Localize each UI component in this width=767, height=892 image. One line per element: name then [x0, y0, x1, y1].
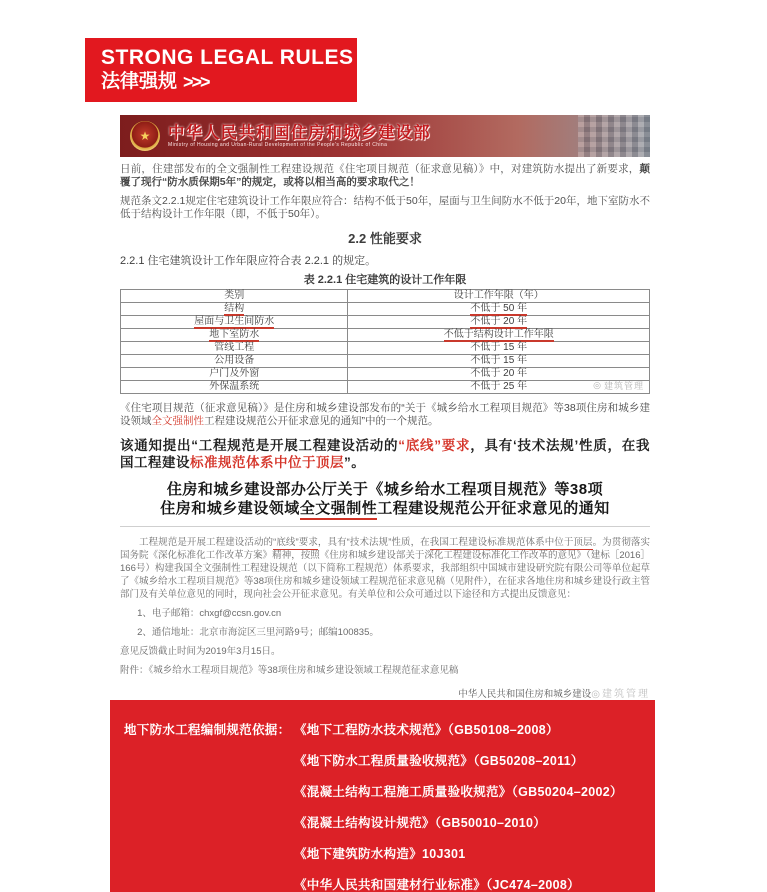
standards-line: [124, 878, 645, 892]
table-header-row: [121, 290, 650, 303]
table-row: [121, 355, 650, 368]
signature-text: 中华人民共和国住房和城乡建设: [458, 689, 592, 700]
table-row: [121, 368, 650, 381]
cell-years: 不低于结构设计工作年限: [443, 329, 554, 340]
highlight-p4-red1: “底线”要求: [398, 438, 471, 453]
highlight-p4-part1: 该通知提出“工程规范是开展工程建设活动的: [120, 438, 399, 453]
notice-body-rest: 。为贯彻落实国务院《深化标准化工作改革方案》精神，按照《住房和城乡建设部关于深化工程建设标准化工作改革的意见》（建标［2016］166号）构建我国全文强制性工程建设规范（以下简称工程规范）体系要求，我部组织中国城市建设研究院有限公司等单位起草了《城乡给水工程项目规范》等38项住房和城乡建设领域工程规范征求意见稿（见附件），在征求各地住房和城乡建设行政主管部门及有关单位意见的同时，现向社会公开征求意见。有关单位和公众可通过以下途径和方式提出反馈意见：: [120, 537, 650, 600]
china-national-emblem-icon: [130, 121, 160, 151]
ministry-banner-text: [168, 124, 431, 149]
standard-item: 《地下防水工程质量验收规范》（GB50208–2011）: [294, 754, 584, 768]
notice-body-underline2: 我国工程建设标准规范体系中位于顶层: [429, 537, 593, 548]
watermark-text: 建筑管理: [603, 381, 644, 391]
signature-watermark: ◎建筑管理: [591, 689, 650, 700]
standards-line: [124, 754, 645, 768]
highlight-p4-part3: ”。: [344, 455, 366, 470]
notice-body-lead: 工程规范是开展工程建设活动的: [139, 537, 274, 548]
intro-paragraph-1: [120, 163, 650, 189]
notice-title-line1: 住房和城乡建设部办公厅关于《城乡给水工程项目规范》等38项: [166, 481, 604, 498]
table-row: [121, 329, 650, 342]
cell-years: 不低于 20 年: [470, 368, 528, 379]
ministry-name-en: Ministry of Housing and Urban-Rural Development of the People's Republic of China: [168, 141, 388, 148]
notice-title-line2-part2: 工程建设规范公开征求意见的通知: [377, 500, 610, 517]
signature-line: [120, 685, 650, 700]
standards-line: [124, 816, 645, 830]
design-life-table: [120, 289, 650, 394]
cell-years: 不低于 20 年: [470, 316, 528, 327]
cell-category: 外保温系统: [209, 381, 260, 392]
cell-category: 户门及外窗: [209, 368, 260, 379]
notice-body: [120, 536, 650, 601]
notice-body-mid: ，具有“技术法规”性质，在: [317, 537, 430, 548]
intro-p1-bold: 颠覆了现行“防水质保期5年”的规定，或将以相当高的要求取代之！: [120, 163, 650, 188]
ministry-name: 中华人民共和国住房和城乡建设部: [168, 123, 431, 142]
cell-years: 不低于 15 年: [470, 342, 528, 353]
watermark: [593, 379, 644, 392]
attachment-line: 附件：《城乡给水工程项目规范》等38项住房和城乡建设领域工程规范征求意见稿: [120, 665, 459, 676]
standards-label: 地下防水工程编制规范依据：: [124, 723, 291, 737]
clause-2-2-1: 2.2.1 住宅建筑设计工作年限应符合表 2.2.1 的规定。: [120, 255, 377, 267]
standards-line: [124, 847, 645, 861]
cell-category: 结构: [224, 303, 245, 314]
col-header-years: 设计工作年限（年）: [348, 290, 650, 303]
cell-years: 不低于 25 年: [470, 381, 528, 392]
section-heading: 2.2 性能要求: [348, 231, 422, 246]
divider: [120, 526, 650, 527]
cell-category: 地下室防水: [209, 329, 260, 340]
cell-category: 管线工程: [214, 342, 255, 353]
commentary-paragraph: [120, 402, 650, 428]
contact-email: 1、电子邮箱：chxgf@ccsn.gov.cn: [137, 608, 282, 619]
page-title-zh-text: 法律强规: [101, 71, 178, 92]
commentary-p3-part2: 工程建设规范公开征求意见的通知”中的一个规范。: [204, 415, 439, 427]
standards-box: [110, 700, 655, 892]
intro-p1-normal: 日前，住建部发布的全文强制性工程建设规范《住宅项目规范（征求意见稿）》中，对建筑防水提出了新要求，: [120, 163, 640, 175]
col-header-category: 类别: [121, 290, 348, 303]
table-row: [121, 342, 650, 355]
commentary-p3-red: 全文强制性: [151, 415, 204, 427]
notice-title-line2: [120, 499, 650, 518]
notice-title-underlined: 全文强制性: [300, 500, 378, 520]
emblem-star-icon: ★: [139, 129, 151, 143]
notice-body-underline1: “底线”要求: [273, 537, 318, 548]
design-life-table-wrap: [120, 289, 650, 394]
table-row: [121, 316, 650, 329]
cell-years: 不低于 50 年: [470, 303, 528, 314]
standard-item: 《混凝土结构工程施工质量验收规范》（GB50204–2002）: [294, 785, 623, 799]
highlight-p4-red2: 标准规范体系中位于顶层: [190, 455, 344, 470]
standard-item: 《混凝土结构设计规范》（GB50010–2010）: [294, 816, 547, 830]
notice-title-line2-part1: 住房和城乡建设领域: [160, 500, 300, 517]
document-screenshot: [120, 115, 650, 716]
intro-paragraph-2: 规范条文2.2.1规定住宅建筑设计工作年限应符合：结构不低于50年，屋面与卫生间防水不低于20年，地下室防水不低于结构设计工作年限（即，不低于50年）。: [120, 195, 650, 220]
contact-address: 2、通信地址：北京市海淀区三里河路9号；邮编100835。: [137, 627, 379, 638]
standard-item: 《地下建筑防水构造》10J301: [294, 847, 466, 861]
watermark-logo-icon: ◎: [593, 380, 602, 390]
page-header: [85, 38, 357, 102]
notice-title: [120, 480, 650, 518]
highlight-paragraph: [120, 437, 650, 471]
table-row: [121, 303, 650, 316]
commentary-p3-part1: 《住宅项目规范（征求意见稿）》是住房和城乡建设部发布的“关于《城乡给水工程项目规范》等38项住房和城乡建设领域: [120, 402, 650, 427]
building-photo: [578, 115, 650, 157]
ministry-banner: [120, 115, 650, 157]
feedback-deadline: 意见反馈截止时间为2019年3月15日。: [120, 646, 281, 657]
standard-item: 《地下工程防水技术规范》（GB50108–2008）: [294, 723, 559, 737]
page-title-zh: [101, 70, 357, 94]
chevrons-icon: >>>: [183, 72, 209, 92]
cell-category: 公用设备: [214, 355, 255, 366]
table-row: [121, 381, 650, 394]
table-caption: 表 2.2.1 住宅建筑的设计工作年限: [303, 274, 467, 286]
cell-years: 不低于 15 年: [470, 355, 528, 366]
page-title-en: STRONG LEGAL RULES: [101, 46, 354, 69]
cell-category: 屋面与卫生间防水: [194, 316, 275, 327]
standards-first-line: [124, 723, 645, 737]
highlight-p4-part2: ，具有‘技术法规’性质，在我国工程建设: [120, 438, 650, 470]
standard-item: 《中华人民共和国建材行业标准》（JC474–2008）: [294, 878, 580, 892]
standards-line: [124, 785, 645, 799]
